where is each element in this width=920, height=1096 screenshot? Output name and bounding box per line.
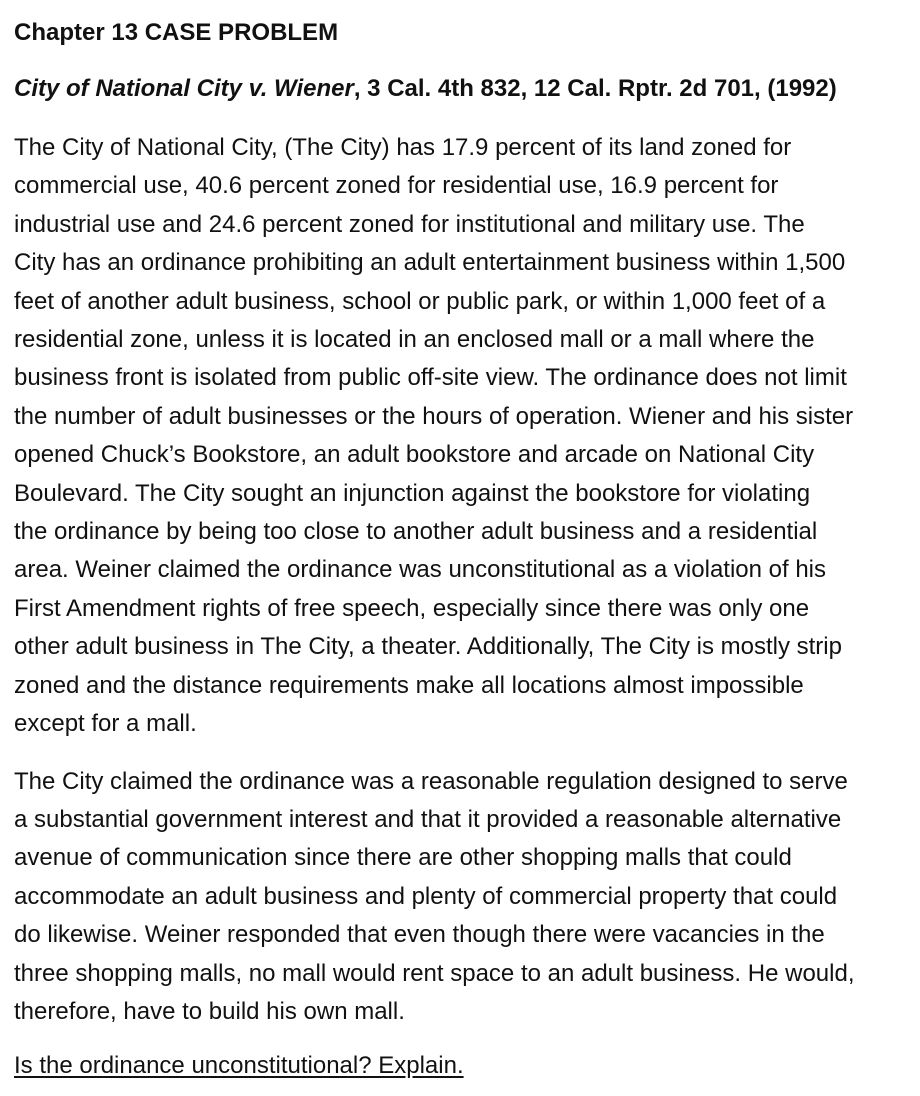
paragraph-line: commercial use, 40.6 percent zoned for residential use, 16.9 percent for [14, 172, 779, 200]
paragraph-line: feet of another adult business, school or public park, or within 1,000 feet of a [14, 287, 826, 315]
paragraph-line: the ordinance by being too close to another adult business and a residential [14, 518, 818, 546]
paragraph-line: City has an ordinance prohibiting an adult entertainment business within 1,500 [14, 249, 846, 277]
paragraph-line: accommodate an adult business and plenty of commercial property that could [14, 882, 838, 910]
paragraph-line: except for a mall. [14, 710, 197, 738]
chapter-heading: Chapter 13 CASE PROBLEM [14, 19, 339, 46]
paragraph-line: the number of adult businesses or the hours of operation. Wiener and his sister [14, 402, 854, 430]
paragraph-line: First Amendment rights of free speech, especially since there was only one [14, 594, 810, 622]
paragraph-line: residential zone, unless it is located in an enclosed mall or a mall where the [14, 326, 815, 354]
paragraph-line: a substantial government interest and that it provided a reasonable alternative [14, 805, 842, 833]
paragraph-line: opened Chuck’s Bookstore, an adult bookstore and arcade on National City [14, 441, 815, 469]
document-page [14, 0, 906, 1081]
paragraph-line: do likewise. Weiner responded that even though there were vacancies in the [14, 921, 825, 949]
paragraph-line: area. Weiner claimed the ordinance was unconstitutional as a violation of his [14, 556, 827, 584]
paragraph-line: Boulevard. The City sought an injunction against the bookstore for violating [14, 479, 811, 507]
discussion-question: Is the ordinance unconstitutional? Explain. [14, 1052, 464, 1080]
paragraph-line: three shopping malls, no mall would rent space to an adult business. He would, [14, 959, 855, 987]
case-name: City of National City v. Wiener [14, 75, 354, 102]
paragraph-line: avenue of communication since there are other shopping malls that could [14, 844, 792, 872]
paragraph-line: industrial use and 24.6 percent zoned for institutional and military use. The [14, 210, 805, 238]
facts-paragraph [14, 129, 906, 744]
paragraph-line: therefore, have to build his own mall. [14, 997, 405, 1025]
paragraph-line: business front is isolated from public off-site view. The ordinance does not limit [14, 364, 847, 392]
paragraph-line: other adult business in The City, a theater. Additionally, The City is mostly strip [14, 633, 842, 661]
paragraph-line: zoned and the distance requirements make all locations almost impossible [14, 671, 804, 699]
paragraph-line: The City of National City, (The City) has 17.9 percent of its land zoned for [14, 134, 792, 161]
arguments-paragraph [14, 763, 906, 1032]
case-citation [14, 74, 906, 104]
paragraph-line: The City claimed the ordinance was a reasonable regulation designed to serve [14, 767, 848, 795]
case-reference: , 3 Cal. 4th 832, 12 Cal. Rptr. 2d 701, (1992) [353, 75, 837, 102]
